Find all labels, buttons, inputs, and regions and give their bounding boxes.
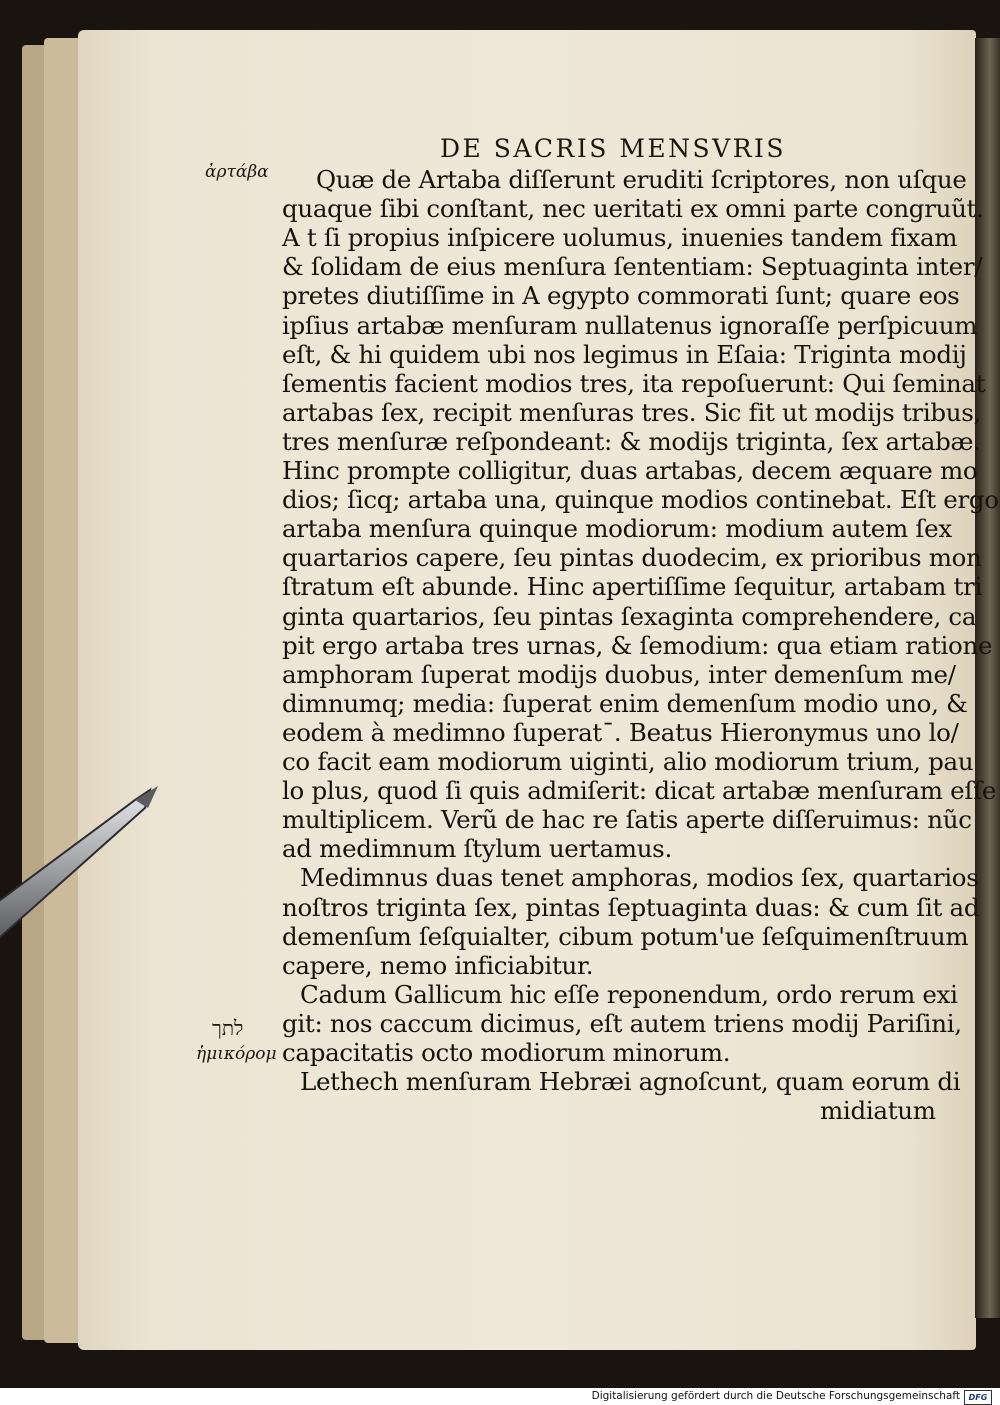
text-line: artabas ſex, recipit menſuras tres. Sic fit ut modijs tribus, bbox=[282, 397, 981, 427]
facing-page-strip bbox=[975, 38, 1000, 1318]
text-line: dimnumq; media: ſuperat enim demenſum modio uno, & bbox=[282, 688, 968, 718]
text-line: git: nos caccum dicimus, eſt autem triens modij Pariſini, bbox=[282, 1008, 962, 1038]
text-line: capacitatis octo modiorum minorum. bbox=[282, 1038, 731, 1067]
text-line: multiplicem. Verũ de hac re ſatis aperte diſſeruimus: nũc bbox=[282, 805, 972, 835]
text-line: Quæ de Artaba diſſerunt eruditi ſcriptores, non uſque bbox=[316, 165, 967, 194]
text-line: Lethech menſuram Hebræi agnoſcunt, quam eorum di bbox=[300, 1067, 961, 1097]
text-line: quartarios capere, ſeu pintas duodecim, ex prioribus mon bbox=[282, 543, 982, 573]
footer-credit-bar bbox=[0, 1388, 1000, 1405]
text-line: lo plus, quod ſi quis admiſerit: dicat artabæ menſuram eſſe bbox=[282, 776, 997, 806]
running-head: DE SACRIS MENSVRIS bbox=[440, 134, 787, 163]
text-line: pretes diutiſſime in A egypto commorati ſunt; quare eos bbox=[282, 281, 960, 311]
text-line: Hinc prompte colligitur, duas artabas, decem æquare mo bbox=[282, 456, 978, 485]
text-line: amphoram ſuperat modijs duobus, inter demenſum me/ bbox=[282, 659, 956, 689]
text-line: artaba menſura quinque modiorum: modium autem ſex bbox=[282, 514, 952, 544]
text-line: Medimnus duas tenet amphoras, modios ſex, quartarios bbox=[300, 863, 979, 893]
dfg-logo: DFG bbox=[964, 1390, 992, 1405]
text-line: Cadum Gallicum hic eſſe reponendum, ordo rerum exi bbox=[300, 979, 958, 1009]
pen-pointer bbox=[0, 780, 180, 960]
text-line: noſtros triginta ſex, pintas ſeptuaginta duas: & cum ſit ad bbox=[282, 892, 980, 922]
text-line: midiatum bbox=[820, 1096, 936, 1126]
footer-credit: Digitalisierung gefördert durch die Deutsche Forschungsgemeinschaft bbox=[591, 1390, 960, 1402]
text-line: & ſolidam de eius menſura ſententiam: Septuaginta inter/ bbox=[282, 252, 983, 282]
margin-note-lethech-hebrew: לתך bbox=[212, 1016, 244, 1040]
text-line: ipſius artabæ menſuram nullatenus ignoraſſe perſpicuum bbox=[282, 310, 978, 340]
text-line: quaque ſibi conſtant, nec ueritati ex omni parte congruũt. bbox=[282, 194, 984, 224]
text-line: dios; ſicq; artaba una, quinque modios continebat. Eſt ergo bbox=[282, 485, 999, 515]
text-line: eodem à medimno ſuperatˉ. Beatus Hieronymus uno lo/ bbox=[282, 717, 959, 747]
text-line: ſementis facient modios tres, ita repoſuerunt: Qui ſeminat bbox=[282, 368, 986, 398]
margin-note-artaba: ἀρτάβα bbox=[205, 162, 269, 182]
margin-note-lethech-greek: ἡμικόρομ bbox=[196, 1044, 277, 1064]
text-line: demenſum ſeſquialter, cibum potum'ue ſeſquimenſtruum bbox=[282, 921, 969, 951]
show-through-text bbox=[335, 108, 341, 129]
text-line: eſt, & hi quidem ubi nos legimus in Eſaia: Triginta modij bbox=[282, 339, 967, 369]
text-line: tres menſuræ reſpondeant: & modijs triginta, ſex artabæ. bbox=[282, 426, 981, 456]
text-line: capere, nemo inficiabitur. bbox=[282, 950, 594, 980]
text-line: co facit eam modiorum uiginti, alio modiorum trium, pau bbox=[282, 747, 974, 776]
text-line: ad medimnum ſtylum uertamus. bbox=[282, 834, 672, 864]
text-line: pit ergo artaba tres urnas, & ſemodium: qua etiam ratione bbox=[282, 630, 993, 660]
text-line: ginta quartarios, ſeu pintas ſexaginta comprehendere, ca bbox=[282, 601, 977, 631]
text-line: ſtratum eſt abunde. Hinc apertiſſime ſequitur, artabam tri bbox=[282, 572, 983, 602]
text-line: A t ſi propius inſpicere uolumus, inuenies tandem fixam bbox=[282, 223, 958, 253]
